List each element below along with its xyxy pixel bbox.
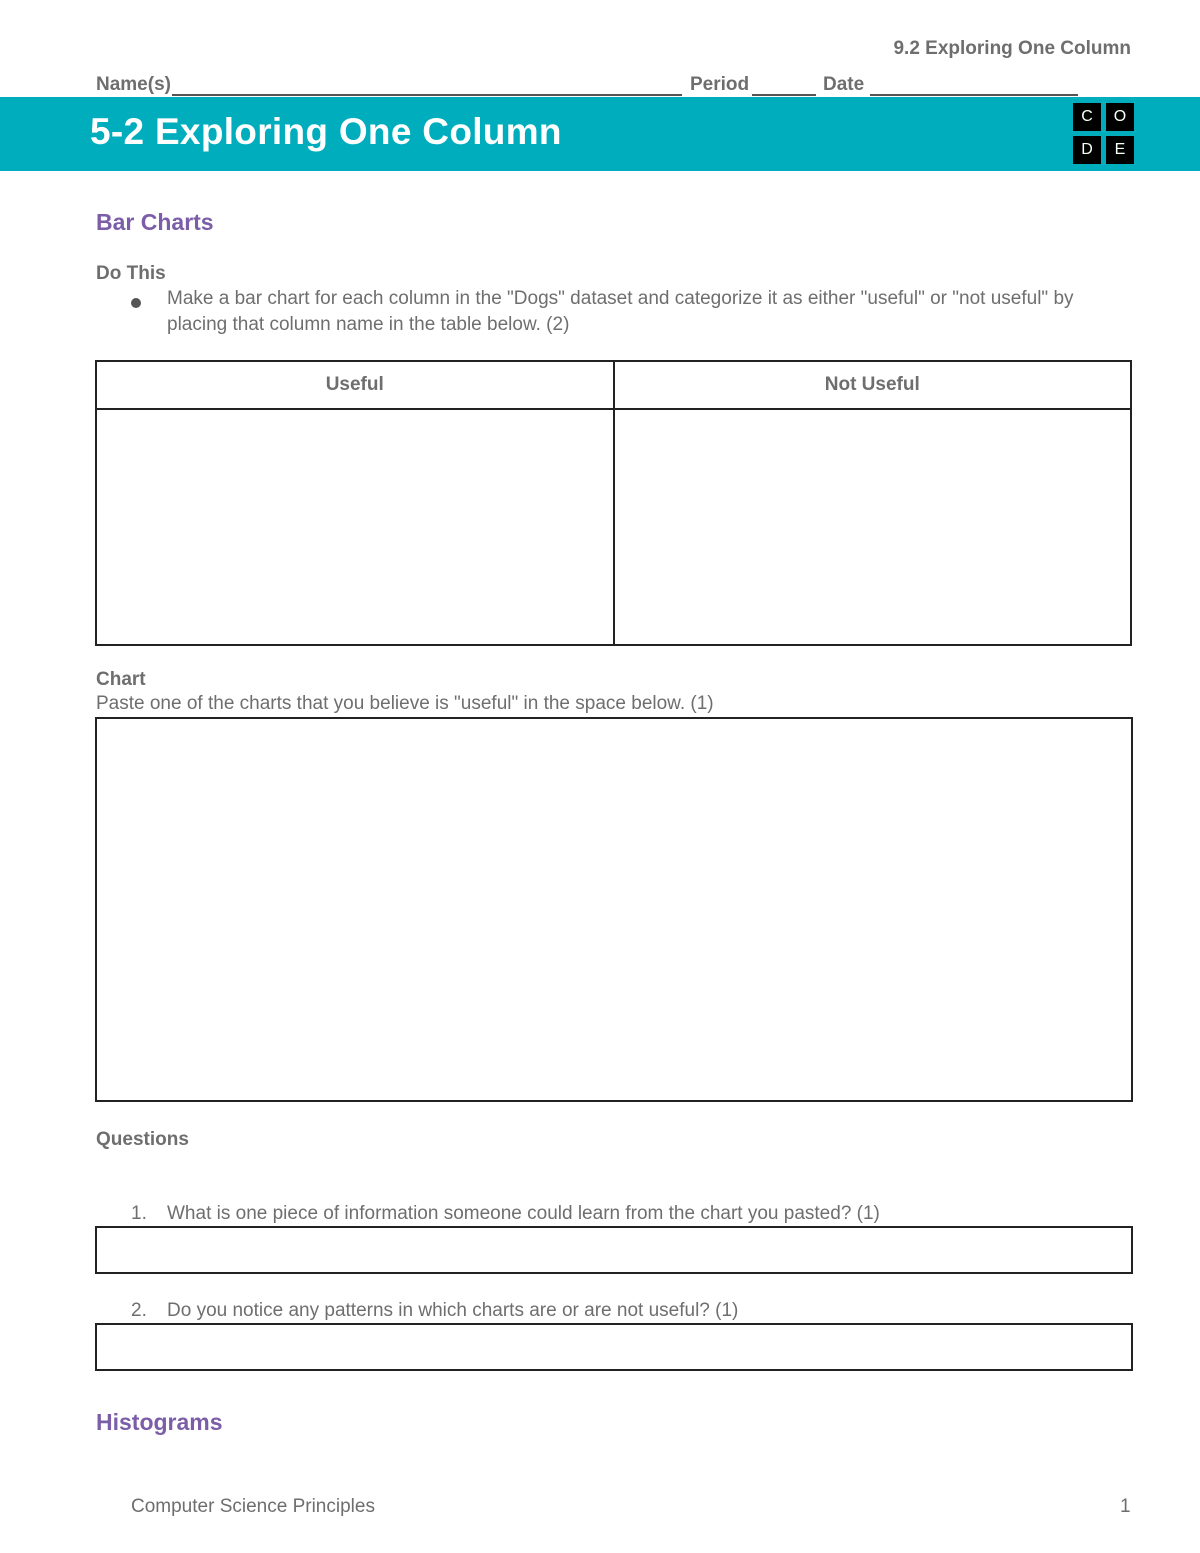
footer-course-name: Computer Science Principles [131,1496,375,1517]
name-blank[interactable] [172,74,682,96]
questions-heading: Questions [96,1129,189,1150]
date-blank[interactable] [870,74,1078,96]
period-label: Period [690,74,750,95]
chart-paste-area[interactable] [95,717,1133,1102]
name-label: Name(s) [96,74,171,95]
code-org-logo [1073,103,1135,165]
histograms-heading: Histograms [96,1409,223,1435]
instruction-line-1: Make a bar chart for each column in the "Dogs" dataset and categorize it as either "useful" or "not useful" by [167,288,1074,309]
logo-letter-e: E [1106,136,1134,164]
question-1-number: 1. [131,1203,147,1224]
question-2-text: Do you notice any patterns in which charts are or are not useful? (1) [167,1300,739,1321]
chart-instruction: Paste one of the charts that you believe is "useful" in the space below. (1) [96,693,714,714]
question-2-answer-box[interactable] [95,1323,1133,1371]
chart-label: Chart [96,669,146,690]
useful-classification-table [95,360,1132,646]
question-1-answer-box[interactable] [95,1226,1133,1274]
student-info-line [96,74,1078,98]
do-this-label: Do This [96,263,166,284]
bullet-icon [131,298,141,308]
useful-column-header: Useful [96,361,614,409]
logo-letter-o: O [1106,103,1134,131]
question-1-text: What is one piece of information someone could learn from the chart you pasted? (1) [167,1203,880,1224]
period-blank[interactable] [752,74,816,96]
lesson-title: 5-2 Exploring One Column [90,111,562,152]
footer-page-number: 1 [1120,1496,1131,1517]
logo-letter-c: C [1073,103,1101,131]
logo-letter-d: D [1073,136,1101,164]
not-useful-column-header: Not Useful [614,361,1132,409]
bar-charts-heading: Bar Charts [96,209,214,235]
instruction-line-2: placing that column name in the table below. (2) [167,314,570,335]
date-label: Date [823,74,865,95]
bar-chart-instruction [167,286,1127,338]
not-useful-answer-cell[interactable] [614,409,1132,645]
running-header-title: 9.2 Exploring One Column [893,38,1131,59]
title-banner [0,97,1200,171]
useful-answer-cell[interactable] [96,409,614,645]
question-2-number: 2. [131,1300,147,1321]
